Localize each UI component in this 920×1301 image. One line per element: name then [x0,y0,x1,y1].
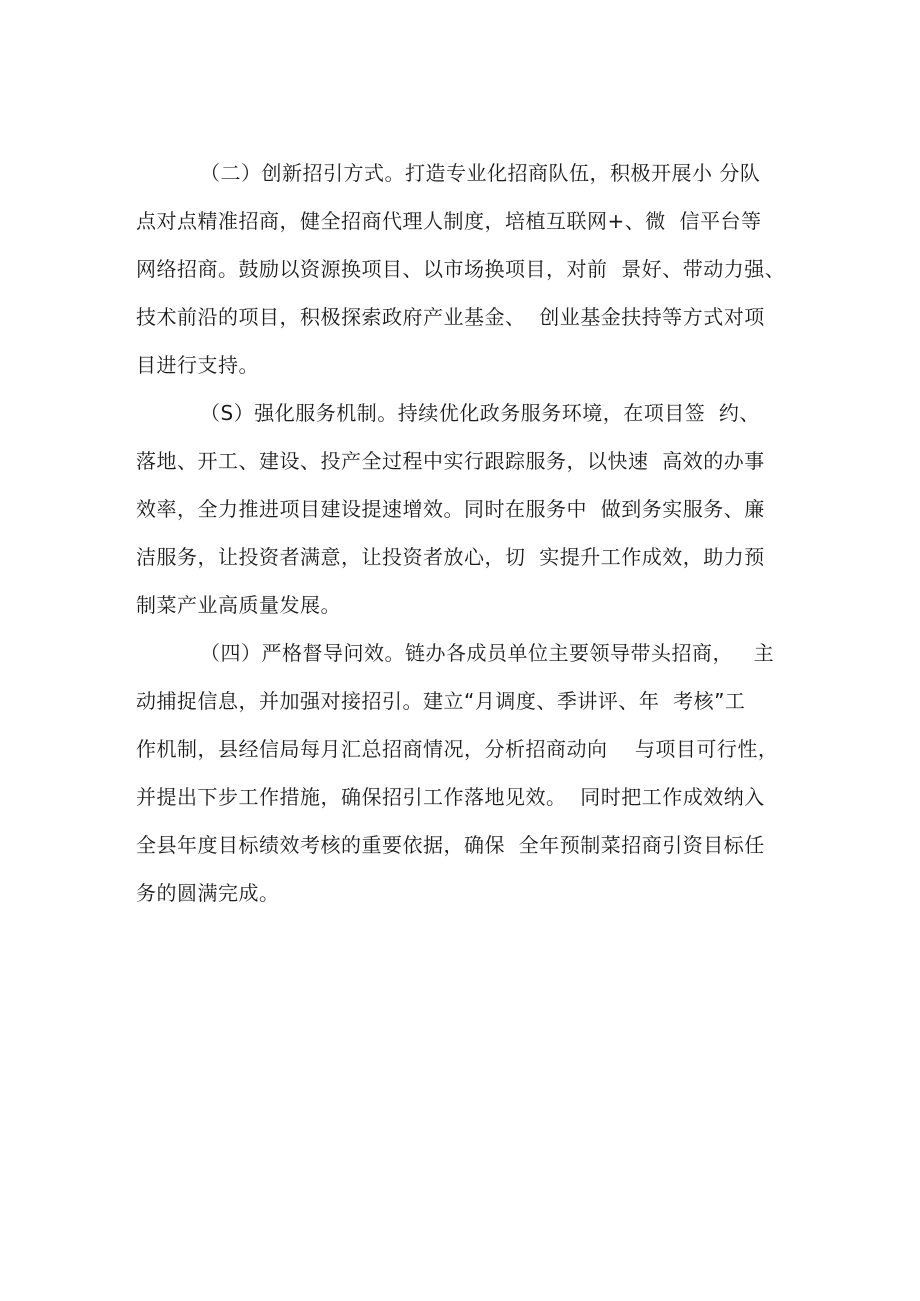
paragraph-line: （二）创新招引方式。打造专业化招商队伍，积极开展小 分队 [200,161,761,185]
paragraph-line: 作机制，县经信局每月汇总招商情况，分析招商动向 与项目可行性， [136,737,779,761]
paragraph-line: （四）严格督导问效。链办各成员单位主要领导带头招商， 主 [200,641,775,665]
paragraph-line: 技术前沿的项目，积极探索政府产业基金、 创业基金扶持等方式对项 [136,305,765,329]
paragraph-line: 效率，全力推进项目建设提速增效。同时在服务中 做到务实服务、廉 [136,497,765,521]
paragraph-line: 动捕捉信息，并加强对接招引。建立“月调度、季讲评、年 考核”工 [136,689,746,713]
paragraph-line: 洁服务，让投资者满意，让投资者放心，切 实提升工作成效，助力预 [136,545,765,569]
paragraph-line: 全县年度目标绩效考核的重要依据，确保 全年预制菜招商引资目标任 [136,833,765,857]
paragraph-line: 并提出下步工作措施，确保招引工作落地见效。 同时把工作成效纳入 [136,785,765,809]
paragraph-line: （S）强化服务机制。持续优化政务服务环境，在项目签 约、 [200,401,760,425]
paragraph-line: 务的圆满完成。 [136,881,280,905]
paragraph-line: 目进行支持。 [136,353,259,377]
paragraph-line: 落地、开工、建设、投产全过程中实行跟踪服务，以快速 高效的办事 [136,449,765,473]
paragraph-line: 网络招商。鼓励以资源换项目、以市场换项目，对前 景好、带动力强、 [136,257,786,281]
paragraph-line: 点对点精准招商，健全招商代理人制度，培植互联网+、微 信平台等 [136,209,762,233]
paragraph-line: 制菜产业高质量发展。 [136,593,341,617]
